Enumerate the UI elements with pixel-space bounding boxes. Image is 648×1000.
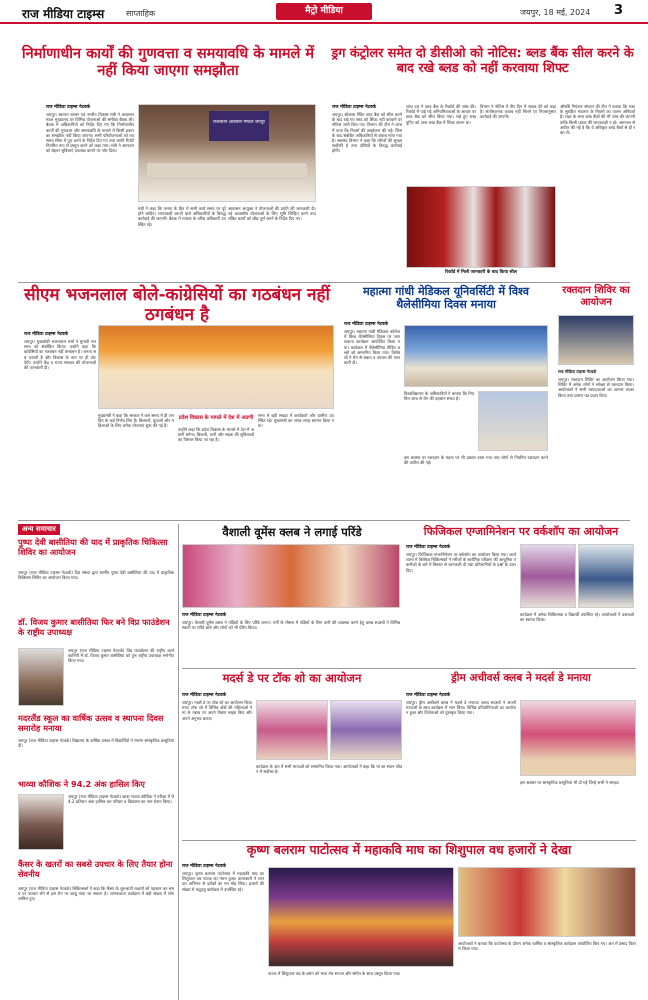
article-body: जयपुर (राज मीडिया टाइम्स नेटवर्क) छात्रा भाव्या कौशिक ने परीक्षा में 94.2 प्रतिशत अंक हासिल कर परिवार व विद्यालय का नाम रोशन किया। bbox=[68, 794, 174, 805]
article-motherland-school bbox=[18, 714, 174, 778]
article-body: जयपुर। मुख्यमंत्री भजनलाल शर्मा ने चुनावी जनसभा को संबोधित किया। उन्होंने कहा कि कांग्रेसियों का गठबंधन नहीं ठगबंधन है। जनता सब जानती है और विकास के नाम पर ही वोट देगी। उन्होंने केंद्र व राज्य सरकार की योजनाओं की जानकारी दी। bbox=[24, 339, 96, 371]
byline: राज मीडिया टाइम्स नेटवर्क bbox=[182, 693, 227, 698]
headline: मदर्स डे पर टॉक शो का आयोजन bbox=[222, 671, 362, 685]
byline: राज मीडिया टाइम्स नेटवर्क bbox=[406, 693, 451, 698]
article-quality-works bbox=[18, 46, 318, 276]
speaker-photo-1 bbox=[520, 544, 576, 608]
byline: राज मीडिया टाइम्स नेटवर्क bbox=[344, 322, 389, 327]
camp-photo bbox=[558, 315, 634, 365]
section-banner-label: मैट्रो मीडिया bbox=[305, 6, 343, 16]
article-cm-bhajanlal bbox=[18, 285, 336, 517]
headline: वैशाली वूमेंस क्लब ने लगाई परिंडे bbox=[222, 525, 362, 539]
article-body-4: औषधि नियंत्रण संगठन की टीम ने बताया कि रक्त के सुरक्षित भंडारण के नियमों का पालन अनिवार्य है। शहर के अन्य ब्लड बैंकों की भी जांच की जाएगी ताकि किसी प्रकार की लापरवाही न हो। आमजन से अपील की गई है कि वे अधिकृत ब्लड बैंकों से ही रक्त लें। bbox=[560, 104, 635, 136]
photo-caption: रिकॉर्ड में मिली जानकारी के बाद किया सील bbox=[445, 270, 517, 275]
rally-photo bbox=[98, 325, 334, 409]
article-body: जयपुर। कृष्ण बलराम पाटोत्सव में महाकवि माघ का शिशुपाल वध नाटक का मंचन हुआ। कलाकारों ने शानदार अभिनय से दर्शकों का मन मोह लिया। हजारों की संख्या में श्रद्धालु कार्यक्रम में उपस्थित रहे। bbox=[182, 871, 264, 892]
article-body-2: इस अवसर पर सांस्कृतिक प्रस्तुतियां भी दी गईं जिन्हें सभी ने सराहा। bbox=[520, 780, 620, 785]
byline: राज मीडिया टाइम्स नेटवर्क bbox=[24, 332, 69, 337]
article-body-3: उन्होंने कहा कि प्रदेश विकास के मामले में देश में अग्रणी बनेगा। बिजली, पानी और सड़क की सुविधाओं का विस्तार किया जा रहा है। bbox=[178, 427, 254, 443]
article-body: जयपुर (राज मीडिया टाइम्स नेटवर्क) दिव संस्था द्वारा स्वर्गीय पुष्पा देवी बासीतिया की याद में प्राकृतिक चिकित्सा शिविर का आयोजन किया गया। bbox=[18, 570, 174, 581]
student-photo bbox=[18, 794, 64, 850]
club-event-photo bbox=[520, 700, 636, 776]
article-bhavya-kaushik bbox=[18, 780, 174, 858]
headline: फिजिकल एग्जामिनेशन पर वर्कशॉप का आयोजन bbox=[423, 525, 619, 538]
article-body: जयपुर (राज मीडिया टाइम्स नेटवर्क) विद्यालय के वार्षिक उत्सव में विद्यार्थियों ने रंगारंग सांस्कृतिक प्रस्तुतियां दीं। bbox=[18, 738, 174, 749]
other-news-column bbox=[18, 524, 174, 1000]
byline: राज मीडिया टाइम्स नेटवर्क bbox=[406, 545, 451, 550]
performers-photo bbox=[458, 867, 636, 937]
headline: कृष्ण बलराम पाटोत्सव में महाकवि माघ का शिशुपाल वध हजारों ने देखा bbox=[246, 842, 572, 857]
article-body-3: इस अवसर पर रक्तदान के महत्व पर भी प्रकाश डाला गया तथा लोगों से नियमित रक्तदान करने की अपील की गई। bbox=[404, 455, 548, 466]
section-label: अन्य समाचार bbox=[18, 524, 60, 535]
stage-play-photo bbox=[268, 867, 454, 967]
article-naturopathy-camp bbox=[18, 538, 174, 616]
article-body: जयपुर (राज मीडिया टाइम्स नेटवर्क) विप्र फाउंडेशन की राष्ट्रीय कार्यकारिणी में डॉ. विजय कुमार बासीतिया को पुनः राष्ट्रीय उपाध्यक्ष मनोनीत किया गया। bbox=[68, 648, 174, 664]
article-body: जयपुर। ड्रीम अचीवर्स क्लब ने मदर्स डे मनाया। क्लब सदस्यों ने अपनी माताओं के साथ कार्यक्रम में भाग लिया। विभिन्न प्रतियोगिताओं का आयोजन हुआ और विजेताओं को पुरस्कृत किया गया। bbox=[406, 700, 516, 716]
article-body: जयपुर (राज मीडिया टाइम्स नेटवर्क) चिकित्सकों ने कहा कि कैंसर के शुरुआती लक्षणों को पहचान कर समय पर उपचार लेने से इस रोग पर काबू पाया जा सकता है। जागरूकता कार्यक्रम में बड़ी संख्या में लोग शामिल हुए। bbox=[18, 886, 174, 902]
headline: ड्रीम अचीवर्स क्लब ने मदर्स डे मनाया bbox=[451, 672, 591, 684]
headline: डॉ. विजय कुमार बासीतिया फिर बने विप्र फाउंडेशन के राष्ट्रीय उपाध्यक्ष bbox=[18, 617, 170, 637]
subheading: प्रदेश विकास के मामले में देश में अग्रणी bbox=[178, 415, 254, 421]
byline: राज मीडिया टाइम्स नेटवर्क bbox=[182, 864, 227, 869]
club-photo bbox=[182, 544, 400, 608]
headline: पुष्पा देवी बासीतिया की याद में प्राकृतिक चिकित्सा शिविर का आयोजन bbox=[18, 537, 168, 557]
article-body: जयपुर। महात्मा गांधी मेडिकल कॉलेज में विश्व थैलेसीमिया दिवस पर जागरूकता कार्यक्रम आयोजित किया गया। कार्यक्रम में थैलेसीमिया पीड़ित बच्चों को सम्मानित किया गया। विशेषज्ञों ने रोग से बचाव व उपचार की जानकारी दी। bbox=[344, 329, 400, 366]
headline: रक्तदान शिविर का आयोजन bbox=[562, 285, 630, 308]
masthead-date: जयपुर, 18 मई, 2024 bbox=[520, 8, 591, 17]
headline: भाव्या कौशिक ने 94.2 अंक हासिल किए bbox=[18, 779, 145, 789]
headline: निर्माणाधीन कार्यों की गुणवत्ता व समयावधि के मामले में नहीं किया जाएगा समझौता bbox=[21, 46, 315, 80]
article-body: जयपुर। फिजिकल एग्जामिनेशन पर वर्कशॉप का आयोजन किया गया। कार्यशाला में विशेषज्ञ चिकित्सकों ने मरीजों के शारीरिक परीक्षण की आधुनिक तकनीकों के बारे में विस्तार से जानकारी दी तथा प्रतिभागियों के प्रश्नों के उत्तर दिए। bbox=[406, 552, 516, 573]
article-body: जयपुर। सोडाला स्थित ब्लड बैंक को सील करने के बाद रखे गए ब्लड को शिफ्ट नहीं करवाने पर नोटिस जारी किए गए। विभाग की टीम ने जांच में पाया कि नियमों की अवहेलना की गई। जिसके बाद संबंधित अधिकारियों से जवाब मांगा गया है। स्वास्थ्य विभाग ने कहा कि मरीजों की सुरक्षा सर्वोपरि है तथा दोषियों के विरुद्ध कार्रवाई होगी। bbox=[332, 112, 402, 154]
article-body-3: आवासन आयुक्त ने योजनाओं की प्रगति की जानकारी दी। नई आवासीय योजनाओं के लिए भूमि चिन्हित करने तथा लंबित कार्यों को शीघ्र पूर्ण करने के निर्देश दिए गए। bbox=[228, 206, 316, 222]
event-photo-1 bbox=[404, 325, 548, 387]
article-body: जयपुर। वैशाली वूमेंस क्लब ने पक्षियों के लिए परिंडे लगाए। गर्मी के मौसम में पक्षियों के लिए पानी की व्यवस्था करने हेतु क्लब सदस्यों ने विभिन्न स्थानों पर परिंडे बांधे और लोगों को भी प्रेरित किया। bbox=[182, 620, 400, 631]
headline: कैंसर के खतरों का सबसे उपचार के लिए तैयार होना सेवनीय bbox=[18, 859, 173, 879]
article-body-2: जांच दल ने ब्लड बैंक के रिकॉर्ड की जांच की। रिकॉर्ड में पाई गई अनियमितताओं के आधार पर ब्लड बैंक को सील किया गया। रखे हुए ब्लड यूनिट को अन्य ब्लड बैंक में शिफ्ट करना था। bbox=[406, 104, 476, 125]
article-body: जयपुर। रक्तदान शिविर का आयोजन किया गया। शिविर में अनेक लोगों ने स्वेच्छा से रक्तदान किया। आयोजकों ने सभी रक्तदाताओं का आभार व्यक्त किया तथा प्रमाण पत्र प्रदान किए। bbox=[558, 377, 634, 398]
article-body-2: मुख्यमंत्री ने कहा कि सरकार ने कम समय में ही जनहित के कई निर्णय लिए हैं। किसानों, युवाओं और महिलाओं के लिए अनेक योजनाएं शुरू की गई हैं। bbox=[98, 413, 174, 429]
article-cancer-awareness bbox=[18, 860, 174, 998]
event-photo-2 bbox=[478, 391, 548, 451]
masthead-title: राज मीडिया टाइम्स bbox=[22, 7, 105, 21]
talk-show-photo-1 bbox=[256, 700, 328, 760]
headline: ड्रग कंट्रोलर समेत दो डीसीओ को नोटिस: ब्लड बैंक सील करने के बाद रखे ब्लड को नहीं करवाया शिफ्ट bbox=[331, 46, 634, 77]
headline: सीएम भजनलाल बोले-कांग्रेसियों का गठबंधन नहीं ठगबंधन है bbox=[24, 285, 330, 326]
meeting-photo bbox=[138, 104, 316, 202]
article-body-3: विभाग ने नोटिस में तीन दिन में जवाब देने को कहा है। संतोषजनक जवाब नहीं मिलने पर नियमानुसार कार्रवाई की जाएगी। bbox=[480, 104, 556, 120]
stage-banner: राजस्थान आवासन मण्डल जयपुर bbox=[209, 111, 269, 141]
article-blood-donation-camp bbox=[556, 285, 636, 517]
article-body-2: नाटक में शिशुपाल वध के प्रसंग को भव्य मंच सज्जा और संगीत के साथ प्रस्तुत किया गया। bbox=[268, 971, 401, 976]
article-body-2: मंत्री ने कहा कि जनता के हित में सभी कार्य समय पर पूरे होने चाहिए। लापरवाही बरतने वाले अधिकारियों के विरुद्ध कार्रवाई की जाएगी। बैठक में मण्डल के वरिष्ठ अधिकारी उपस्थित रहे। bbox=[138, 206, 226, 227]
masthead bbox=[0, 0, 648, 24]
headline: महात्मा गांधी मेडिकल यूनिवर्सिटी में विश्व थैलेसीमिया दिवस मनाया bbox=[362, 285, 530, 312]
byline: राज मीडिया टाइम्स नेटवर्क bbox=[46, 105, 91, 110]
byline: राज मीडिया टाइम्स नेटवर्क bbox=[332, 105, 377, 110]
masthead-subtitle: साप्ताहिक bbox=[126, 9, 156, 18]
article-body-4: सभा में बड़ी संख्या में कार्यकर्ता और ग्रामीण उपस्थित रहे। मुख्यमंत्री का जगह-जगह स्वागत किया गया। bbox=[258, 413, 334, 429]
headline: मदरलैंड स्कूल का वार्षिक उत्सव व स्थापना दिवस समारोह मनाया bbox=[18, 713, 164, 733]
article-body-2: कार्यक्रम के अंत में सभी माताओं को सम्मानित किया गया। आयोजकों ने कहा कि मां का स्थान जीवन में सर्वोच्च है। bbox=[256, 764, 402, 775]
speaker-photo-2 bbox=[578, 544, 634, 608]
article-vaishali-womens-club bbox=[182, 526, 402, 666]
article-thalassemia-day bbox=[342, 285, 550, 517]
article-vipra-foundation bbox=[18, 618, 174, 712]
page-number: 3 bbox=[614, 3, 624, 18]
article-dream-achievers-club bbox=[406, 672, 636, 838]
article-mothers-day-talk-show bbox=[182, 672, 402, 838]
article-physical-exam-workshop bbox=[406, 526, 636, 666]
portrait-photo bbox=[18, 648, 64, 706]
article-body-3: आयोजकों ने बताया कि पाटोत्सव के दौरान अनेक धार्मिक व सांस्कृतिक कार्यक्रम आयोजित किए गए। अंत में प्रसाद वितरण किया गया। bbox=[458, 941, 636, 952]
talk-show-photo-2 bbox=[330, 700, 402, 760]
article-body: जयपुर। स्वायत्त शासन एवं नगरीय विकास मंत्री ने आवासन मंडल मुख्यालय पर विभिन्न योजनाओं की समीक्षा बैठक ली। बैठक में अधिकारियों को निर्देश दिए गए कि निर्माणाधीन कार्यों की गुणवत्ता और समयावधि के मामले में किसी प्रकार का समझौता नहीं किया जाएगा। सभी परियोजनाओं को तय समय सीमा में पूरा करने के निर्देश दिए गए तथा प्रगति रिपोर्ट नियमित रूप से प्रस्तुत करने को कहा गया। मंत्री ने आमजन को बेहतर सुविधाएं उपलब्ध कराने पर जोर दिया। bbox=[46, 112, 134, 154]
section-banner bbox=[276, 3, 372, 20]
byline: राज मीडिया टाइम्स नेटवर्क bbox=[182, 613, 227, 618]
article-body: जयपुर। मदर्स डे पर टॉक शो का आयोजन किया गया। टॉक शो में विभिन्न क्षेत्रों की महिलाओं ने मां के महत्व पर अपने विचार साझा किए और अपने अनुभव बताए। bbox=[182, 700, 252, 721]
article-body-2: कार्यक्रम में अनेक चिकित्सक व विद्यार्थी उपस्थित रहे। आयोजकों ने वक्ताओं का स्वागत किया। bbox=[520, 612, 634, 623]
article-krishna-balram-patotsav bbox=[182, 843, 636, 1000]
blood-bags-photo bbox=[406, 186, 556, 268]
article-body-2: विश्वविद्यालय के अधिकारियों ने बताया कि नियमित जांच से रोग की पहचान संभव है। bbox=[404, 391, 474, 402]
byline: राज मीडिया टाइम्स नेटवर्क bbox=[558, 369, 597, 374]
article-blood-bank bbox=[330, 46, 635, 276]
